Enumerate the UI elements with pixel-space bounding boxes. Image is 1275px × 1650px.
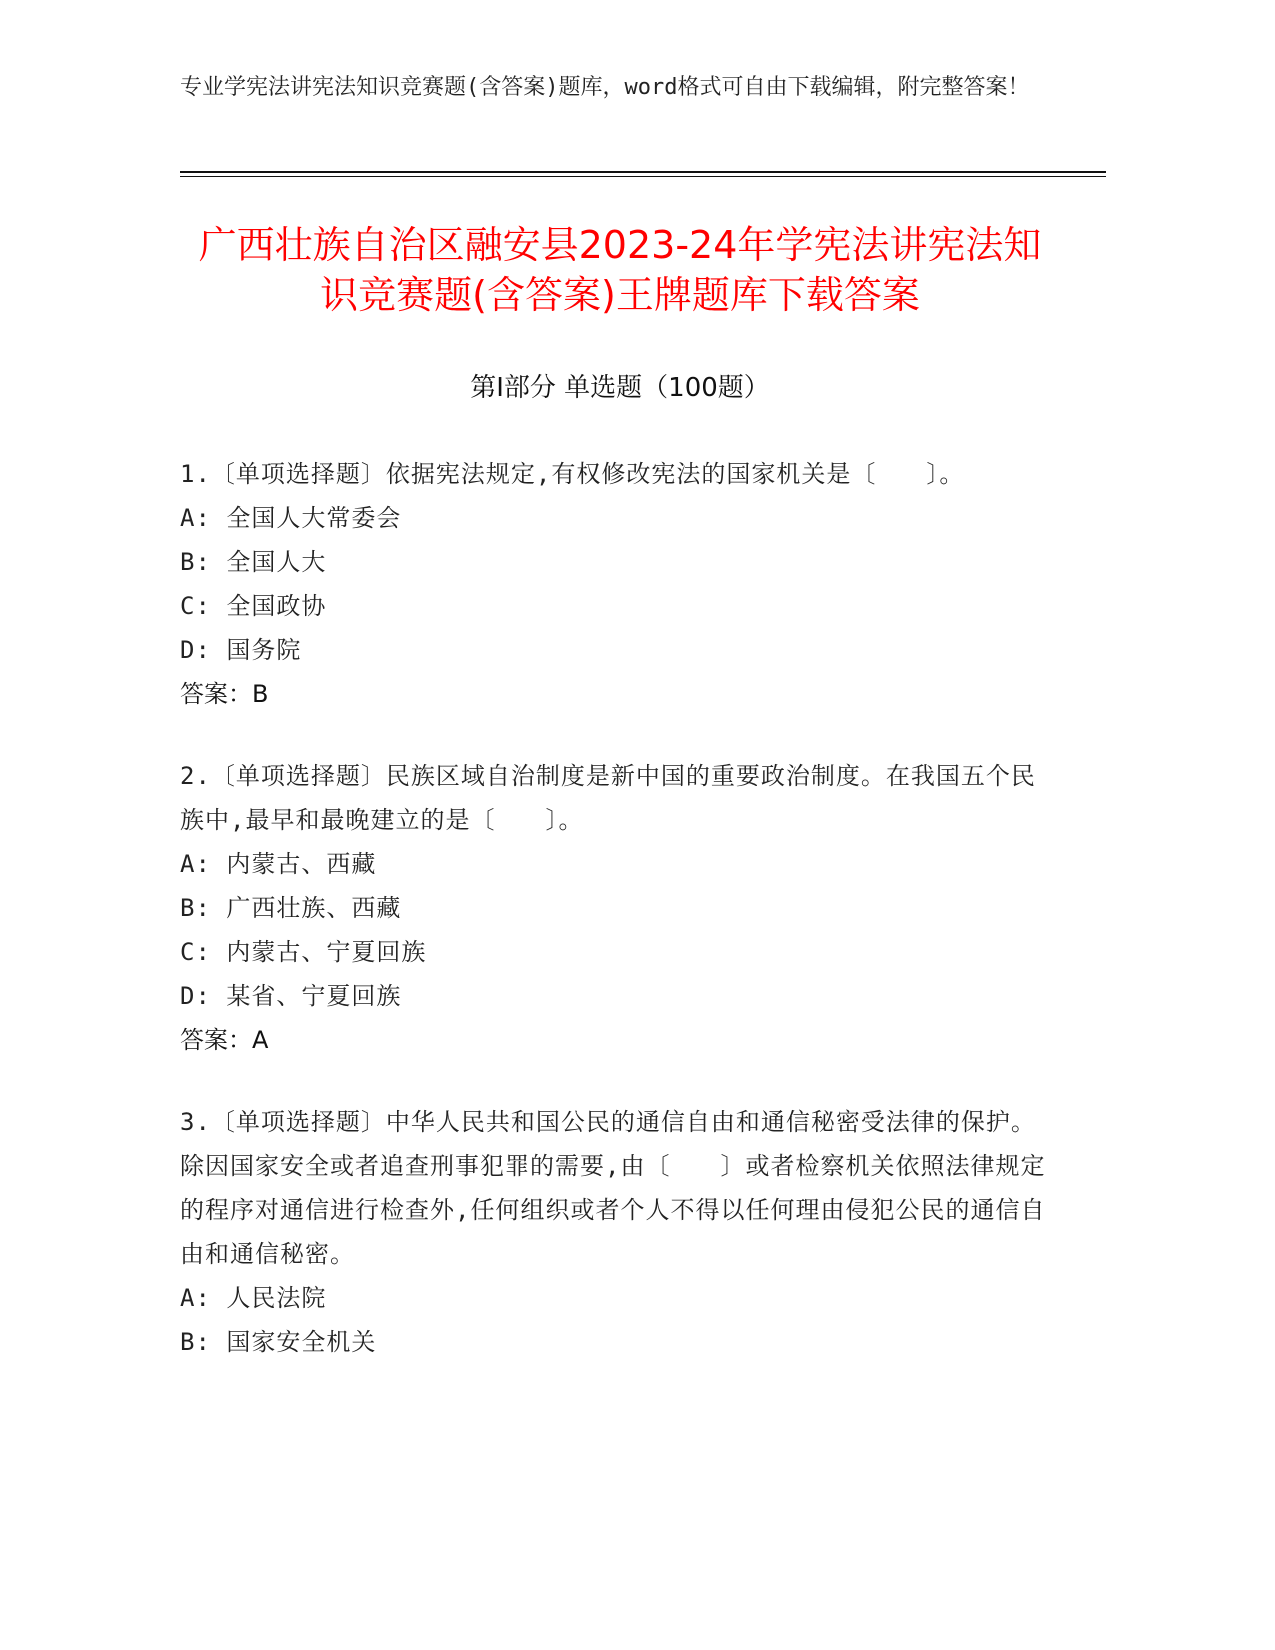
header-note: 专业学宪法讲宪法知识竞赛题(含答案)题库，word格式可自由下载编辑，附完整答案！: [180, 75, 1030, 100]
header-divider-thick: [180, 171, 1106, 173]
option-d: D: 国务院: [180, 636, 302, 664]
option-c: C: 内蒙古、宁夏回族: [180, 938, 427, 966]
option-b: B: 国家安全机关: [180, 1328, 377, 1356]
option-a: A: 人民法院: [180, 1284, 327, 1312]
option-c: C: 全国政协: [180, 592, 327, 620]
question-item: [180, 754, 1060, 1062]
option-b: B: 全国人大: [180, 548, 327, 576]
option-b: B: 广西壮族、西藏: [180, 894, 402, 922]
question-item: [180, 1100, 1060, 1364]
option-a: A: 内蒙古、西藏: [180, 850, 377, 878]
question-stem: 3.〔单项选择题〕中华人民共和国公民的通信自由和通信秘密受法律的保护。除因国家安全或者追查刑事犯罪的需要,由〔 〕或者检察机关依照法律规定的程序对通信进行检查外,任何组织或者个人不得以任何理由侵犯公民的通信自由和通信秘密。: [180, 1108, 1046, 1268]
answer-line: 答案：B: [180, 680, 269, 708]
option-d: D: 某省、宁夏回族: [180, 982, 402, 1010]
section-heading: 第Ⅰ部分 单选题（100题）: [470, 373, 770, 403]
option-a: A: 全国人大常委会: [180, 504, 402, 532]
document-title: 广西壮族自治区融安县2023-24年学宪法讲宪法知识竞赛题(含答案)王牌题库下载答案: [198, 223, 1042, 317]
answer-line: 答案：A: [180, 1026, 269, 1054]
question-stem: 2.〔单项选择题〕民族区域自治制度是新中国的重要政治制度。在我国五个民族中,最早和最晚建立的是〔 〕。: [180, 762, 1036, 834]
question-stem: 1.〔单项选择题〕依据宪法规定,有权修改宪法的国家机关是〔 〕。: [180, 460, 965, 488]
question-list: [180, 452, 1060, 1402]
question-item: [180, 452, 1060, 716]
header-divider-thin: [180, 176, 1106, 177]
